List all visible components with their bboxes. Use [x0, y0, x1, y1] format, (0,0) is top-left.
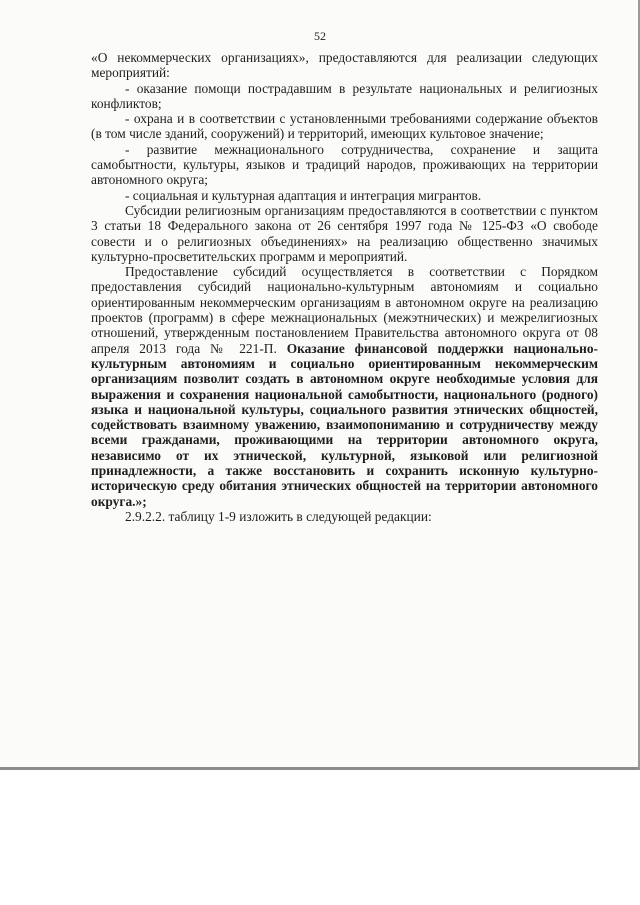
document-body	[91, 50, 598, 524]
paragraph-intro: «О некоммерческих организациях», предоставляются для реализации следующих мероприятий:	[91, 50, 598, 81]
list-item-assistance: - оказание помощи пострадавшим в результате национальных и религиозных конфликтов;	[91, 80, 598, 111]
paragraph-subsidy-procedure	[91, 264, 598, 509]
list-item-development: - развитие межнационального сотрудничества, сохранение и защита самобытности, культуры, языков и традиций народов, проживающих на территории автономного округа;	[91, 141, 598, 188]
support-effect-text: Оказание финансовой поддержки национально-культурным автономиям и социально ориентированным некоммерческим организациям позволит создать в автономном округе необходимые условия для выражения и сохранения национальной самобытности, национального (родного) языка и национальной культуры, социального развития этнических общностей, содействовать взаимному уважению, взаимопониманию и сотрудничеству между всеми гражданами, проживающими на территории автономного округа, независимо от их этнической, культурной, языковой или религиозной принадлежности, а также восстановить и сохранить исконную культурно-историческую среду обитания этнических общностей на территории автономного округа.»;	[91, 340, 598, 509]
paragraph-religious-subsidies: Субсидии религиозным организациям предоставляются в соответствии с пунктом 3 статьи 18 Федерального закона от 26 сентября 1997 года № 125-ФЗ «О свободе совести и о религиозных объединениях» на реализацию общественно значимых культурно-просветительских программ и мероприятий.	[91, 202, 598, 264]
list-item-protection: - охрана и в соответствии с установленными требованиями содержание объектов (в том числе зданий, сооружений) и территорий, имеющих культовое значение;	[91, 111, 598, 142]
list-item-migrants: - социальная и культурная адаптация и интеграция мигрантов.	[125, 187, 482, 203]
paragraph-table-amendment: 2.9.2.2. таблицу 1-9 изложить в следующей редакции:	[125, 508, 432, 524]
procedure-text: Предоставление субсидий осуществляется в соответствии с Порядком предоставления субсидий национально-культурным автономиям и социально ориентированным некоммерческим организациям в автономном округе на реализацию проектов (программ) в сфере межнациональных (межэтнических) и межрелигиозных отношений, утвержденным постановлением Правительства автономного округа от 08 апреля 2013 года № 221-П.	[91, 264, 598, 356]
page-number: 52	[314, 29, 326, 43]
